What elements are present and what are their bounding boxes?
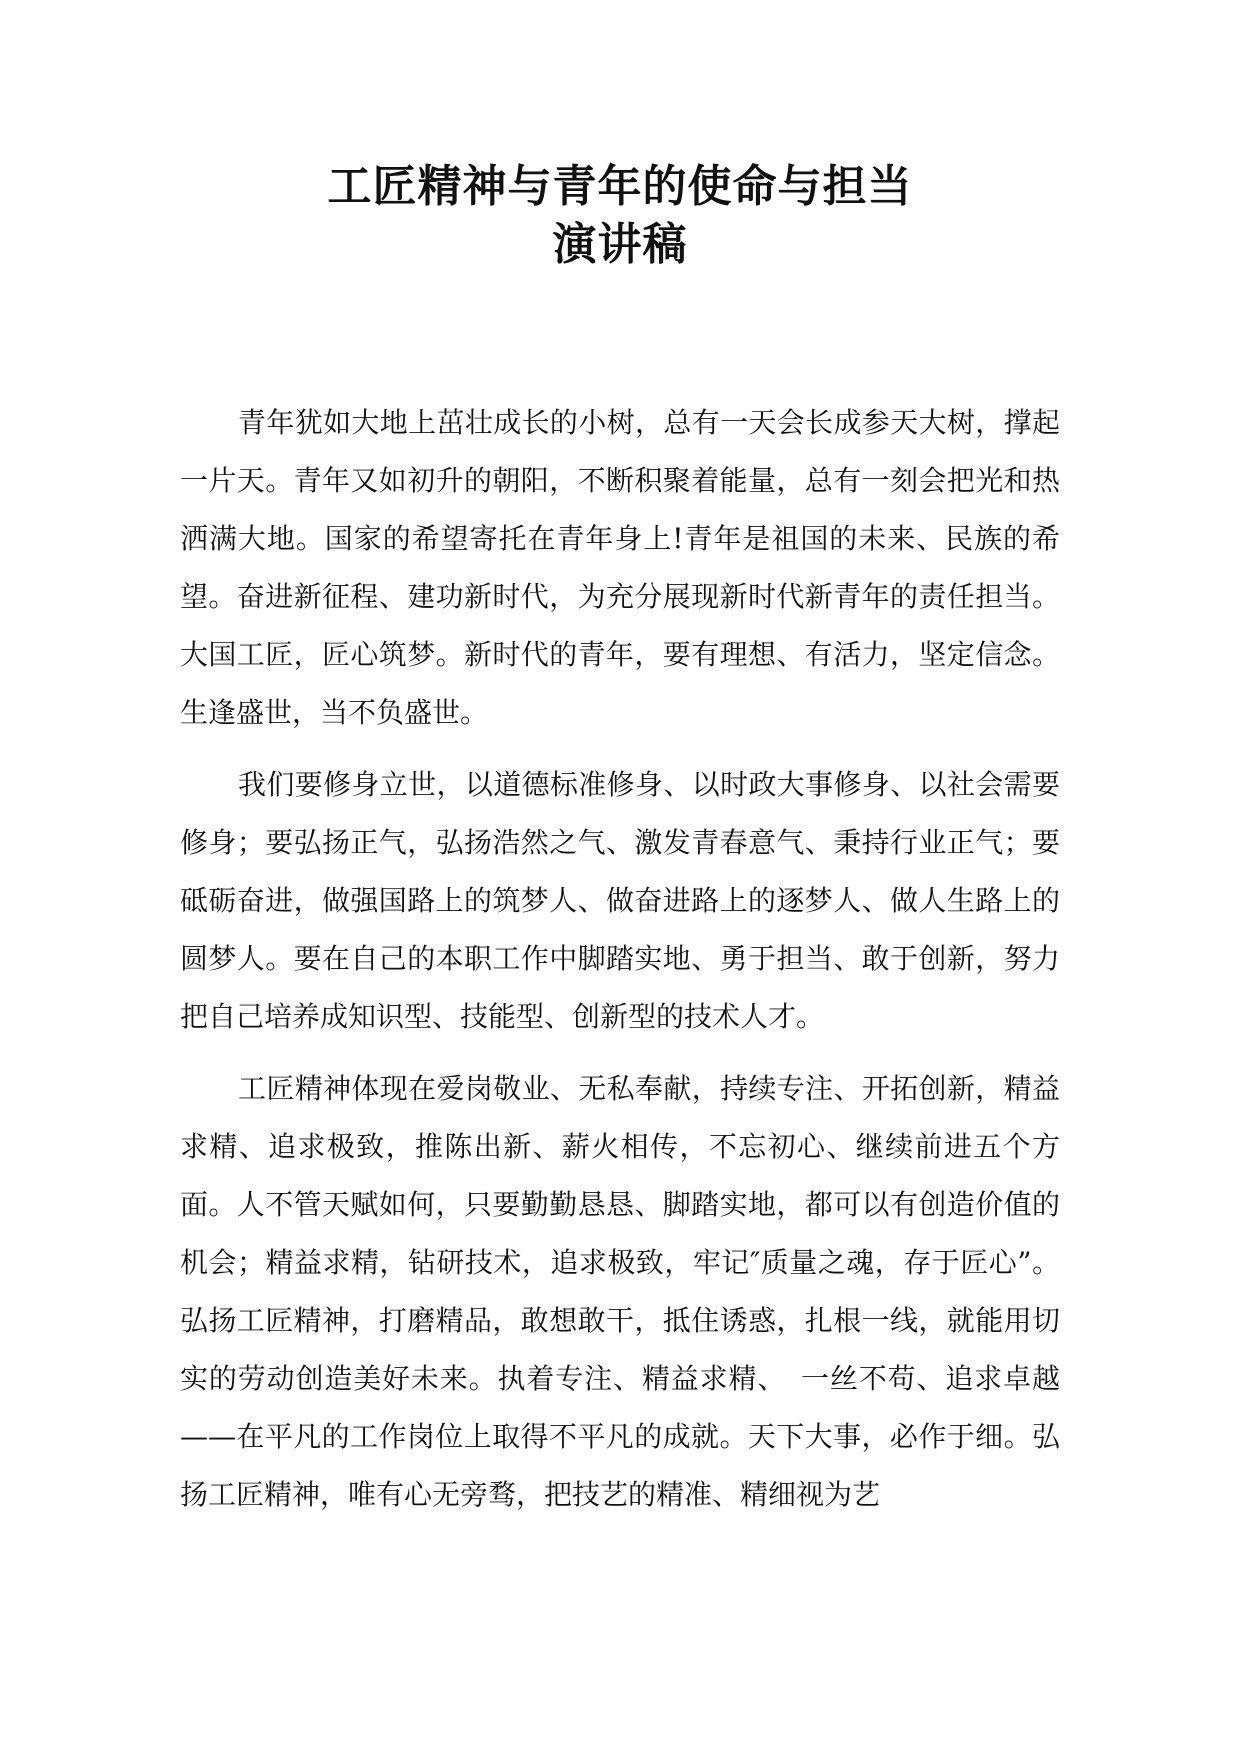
- document-title-subtitle: 演讲稿: [552, 219, 688, 270]
- paragraph-2: 我们要修身立世，以道德标准修身、以时政大事修身、以社会需要修身；要弘扬正气，弘扬浩然之气、激发青春意气、秉持行业正气；要砥砺奋进，做强国路上的筑梦人、做奋进路上的逐梦人、做人生路上的圆梦人。要在自己的本职工作中脚踏实地、勇于担当、敢于创新，努力把自己培养成知识型、技能型、创新型的技术人才。: [180, 768, 1060, 1033]
- paragraph-3: 工匠精神体现在爱岗敬业、无私奉献，持续专注、开拓创新，精益求精、追求极致，推陈出新、薪火相传，不忘初心、继续前进五个方面。人不管天赋如何，只要勤勤恳恳、脚踏实地，都可以有创造价值的机会；精益求精，钻研技术，追求极致，牢记″质量之魂，存于匠心”。弘扬工匠精神，打磨精品，敢想敢干，抵住诱惑，扎根一线，就能用切实的劳动创造美好未来。执着专注、精益求精、 一丝不苟、追求卓越——在平凡的工作岗位上取得不平凡的成就。天下大事，必作于细。弘扬工匠精神，唯有心无旁骛，把技艺的精准、精细视为艺: [180, 1072, 1060, 1511]
- document-title: 工匠精神与青年的使命与担当: [327, 161, 913, 212]
- paragraph-1: 青年犹如大地上茁壮成长的小树，总有一天会长成参天大树，撑起一片天。青年又如初升的朝阳，不断积聚着能量，总有一刻会把光和热洒满大地。国家的希望寄托在青年身上!青年是祖国的未来、民族的希望。奋进新征程、建功新时代，为充分展现新时代新青年的责任担当。大国工匠，匠心筑梦。新时代的青年，要有理想、有活力，坚定信念。生逢盛世，当不负盛世。: [180, 406, 1060, 729]
